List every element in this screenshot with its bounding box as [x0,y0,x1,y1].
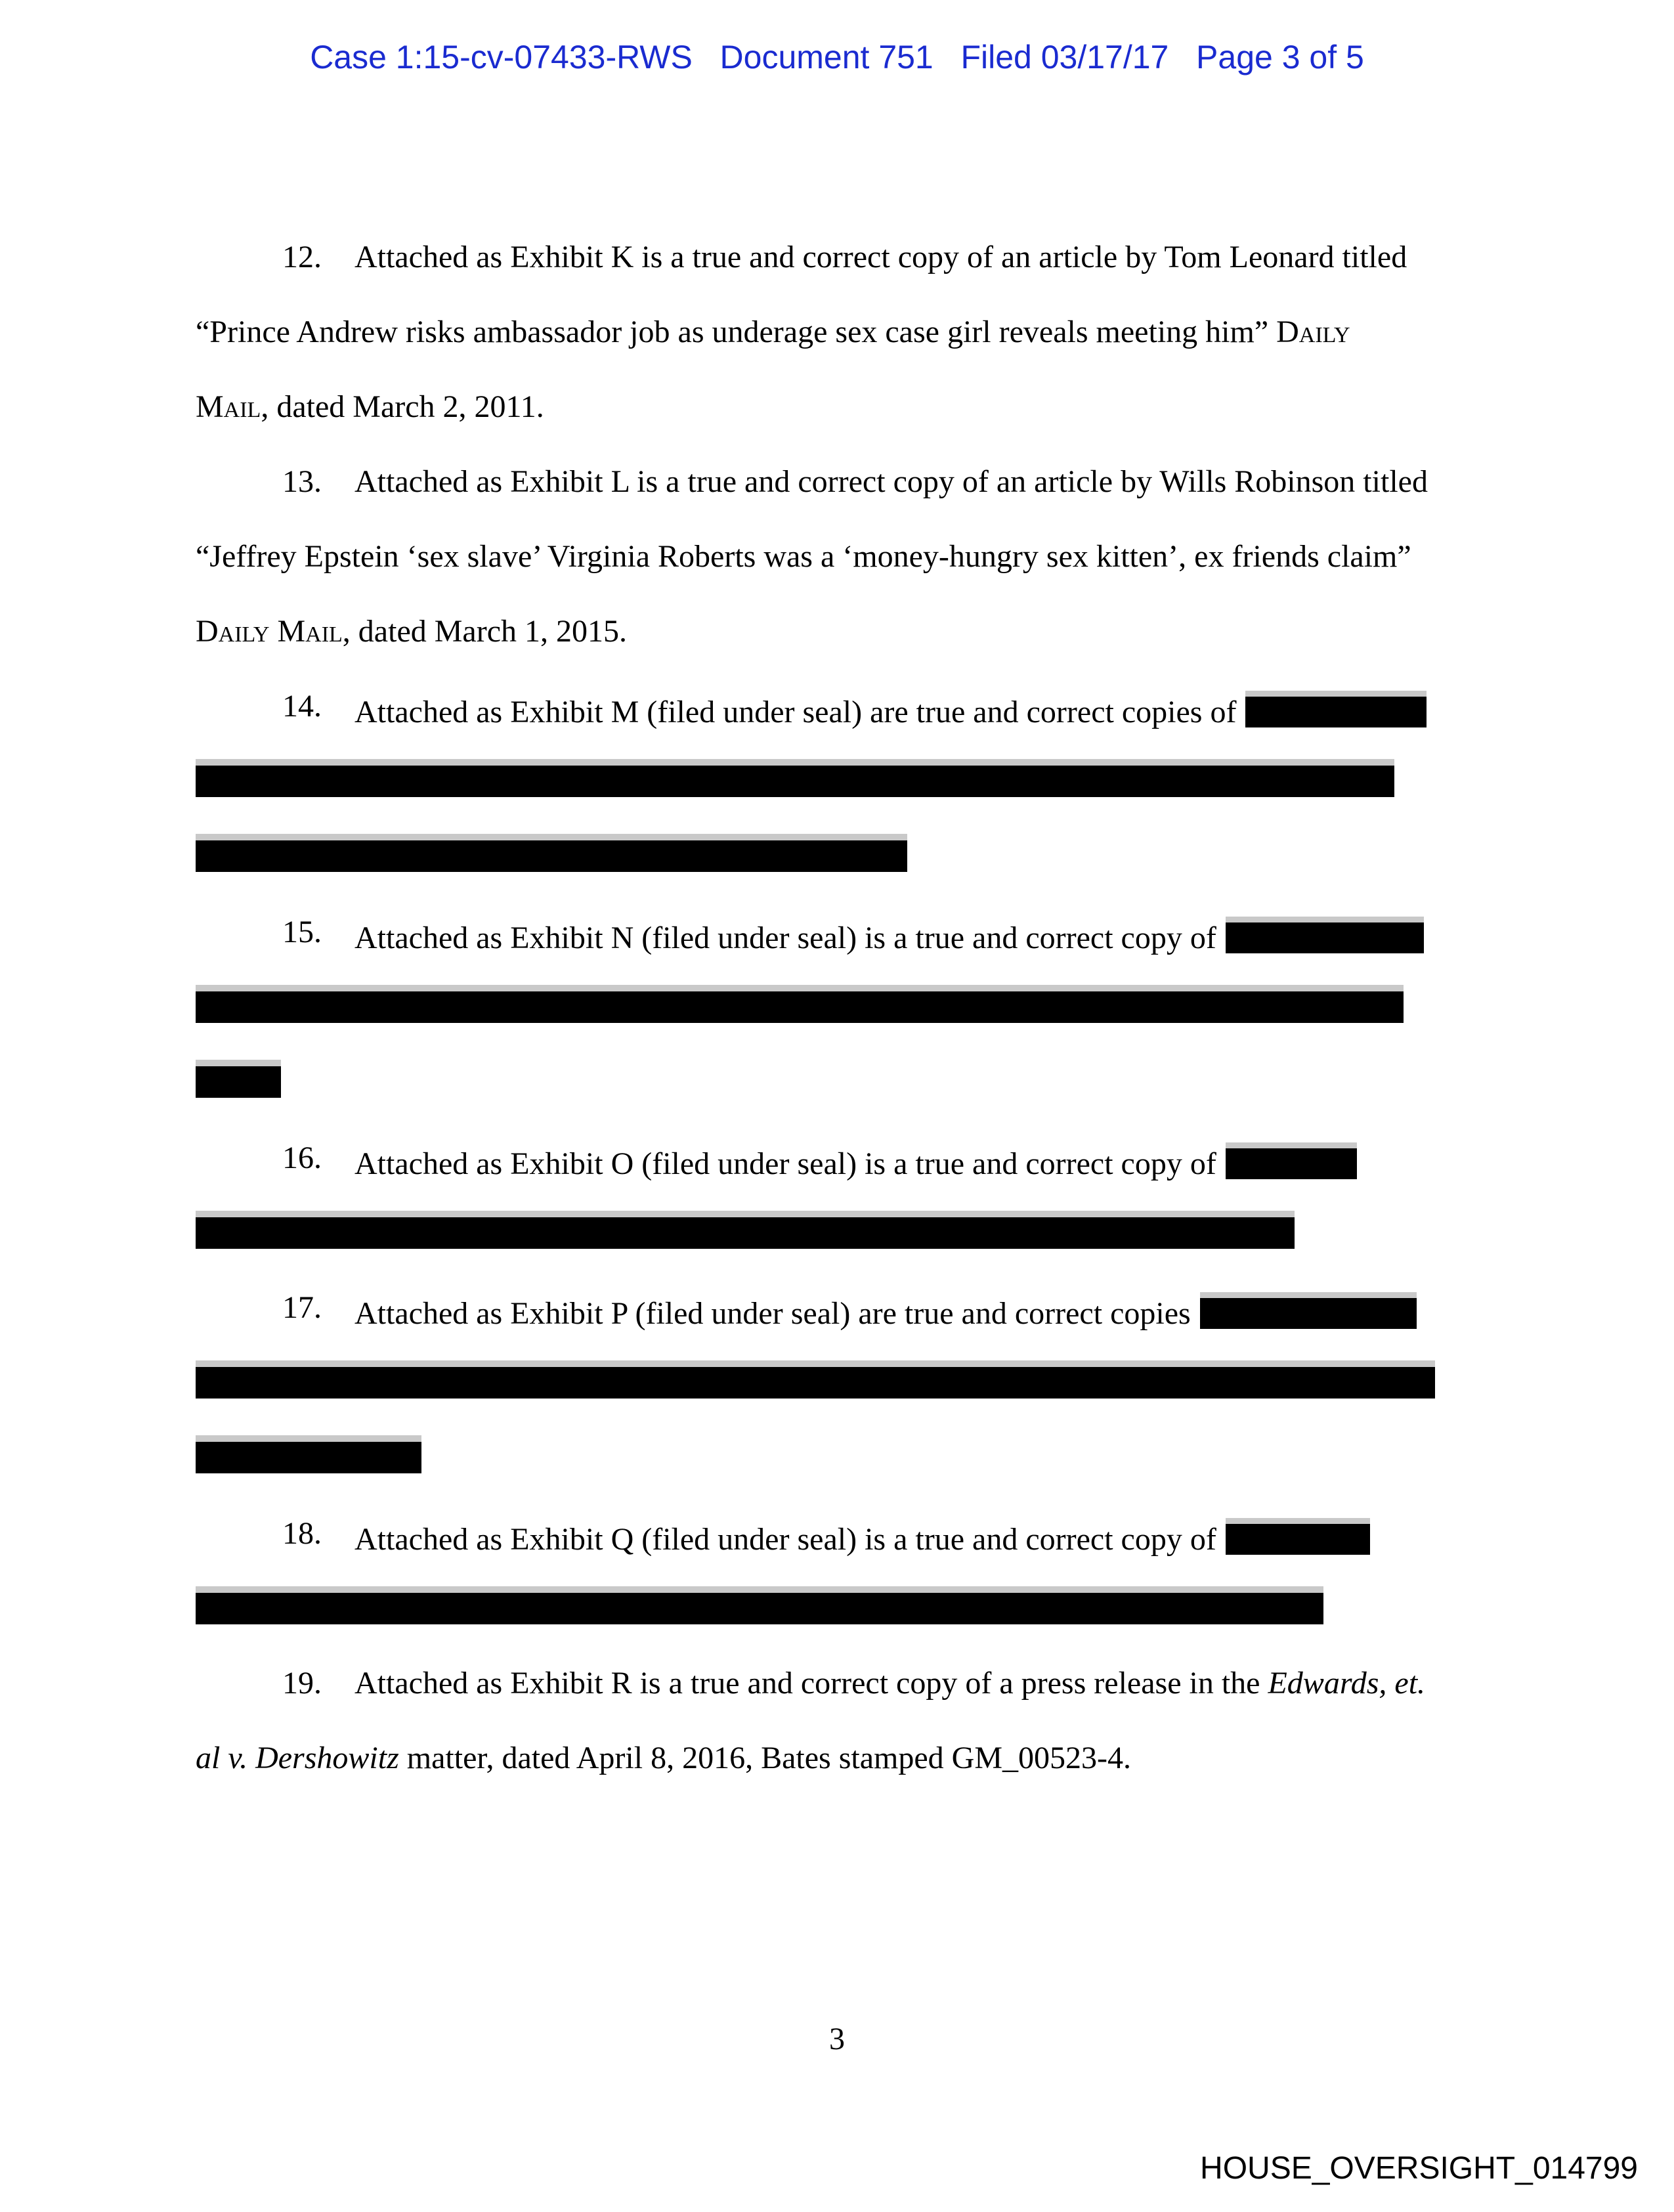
paragraph-19-text: Attached as Exhibit R is a true and correct copy of a press release in the [354,1666,1268,1701]
paragraph-14-number: 14. [282,689,322,724]
paragraph-12-publication-part-2: Mail [196,389,261,424]
redaction-bar [196,759,1394,797]
paragraph-12-publication-part-1: Daily [1276,314,1350,349]
paragraph-18-number: 18. [282,1516,322,1551]
paragraph-19-details: matter, dated April 8, 2016, Bates stamped GM_00523-4. [398,1741,1132,1775]
paragraph-12-line-3 [196,391,544,423]
paragraph-12-line-1: Attached as Exhibit K is a true and correct copy of an article by Tom Leonard titled [354,240,1407,274]
paragraph-12-title: “Prince Andrew risks ambassador job as underage sex case girl reveals meeting him” [196,314,1277,349]
paragraph-19-case-name-part-2: al v. Dershowitz [196,1741,399,1775]
paragraph-19-line-2 [196,1743,1131,1774]
redaction-bar [196,985,1404,1023]
redaction-bar [196,1586,1323,1624]
paragraph-19-line-1 [354,1668,1425,1699]
redaction-bar [196,1211,1295,1249]
filed-date: Filed 03/17/17 [960,39,1169,76]
paragraph-18-text: Attached as Exhibit Q (filed under seal) is a true and correct copy of [354,1522,1216,1557]
redaction-bar [1200,1292,1417,1329]
paragraph-13-line-2: “Jeffrey Epstein ‘sex slave’ Virginia Roberts was a ‘money-hungry sex kitten’, ex friends claim” [196,539,1411,574]
redaction-bar [1226,1518,1370,1555]
paragraph-13-date: , dated March 1, 2015. [342,614,628,649]
paragraph-19-case-name-part-1: Edwards, et. [1268,1666,1426,1701]
redaction-bar [196,1435,421,1473]
paragraph-16-number: 16. [282,1140,322,1175]
case-header [0,38,1674,76]
paragraph-13-publication: Daily Mail [196,614,343,649]
paragraph-14-text: Attached as Exhibit M (filed under seal) are true and correct copies of [354,695,1237,729]
paragraph-18-line-1 [354,1518,1370,1555]
paragraph-15-number: 15. [282,915,322,949]
paragraph-13-line-3 [196,616,627,647]
document-number: Document 751 [719,39,934,76]
paragraph-14-line-1 [354,691,1427,728]
paragraph-19-number: 19. [282,1666,322,1701]
redaction-bar [196,1060,281,1098]
paragraph-12-date: , dated March 2, 2011. [261,389,544,424]
page-indicator: Page 3 of 5 [1196,39,1364,76]
paragraph-13-number: 13. [282,464,322,499]
bates-stamp: HOUSE_OVERSIGHT_014799 [1200,2151,1638,2186]
redaction-bar [1226,1142,1357,1179]
paragraph-17-line-1 [354,1292,1417,1330]
paragraph-15-line-1 [354,917,1424,954]
paragraph-12-number: 12. [282,240,322,274]
paragraph-16-line-1 [354,1142,1357,1180]
paragraph-17-number: 17. [282,1290,322,1325]
paragraph-12-line-2 [196,316,1350,348]
paragraph-13-line-1: Attached as Exhibit L is a true and correct copy of an article by Wills Robinson titled [354,464,1428,499]
paragraph-15-text: Attached as Exhibit N (filed under seal) is a true and correct copy of [354,921,1216,955]
redaction-bar [196,834,907,872]
paragraph-16-text: Attached as Exhibit O (filed under seal) is a true and correct copy of [354,1146,1216,1181]
case-number: Case 1:15-cv-07433-RWS [310,39,693,76]
redaction-bar [1226,917,1424,953]
redaction-bar [196,1360,1435,1399]
paragraph-17-text: Attached as Exhibit P (filed under seal) are true and correct copies [354,1296,1191,1331]
page-number: 3 [829,2022,845,2056]
redaction-bar [1245,691,1427,727]
